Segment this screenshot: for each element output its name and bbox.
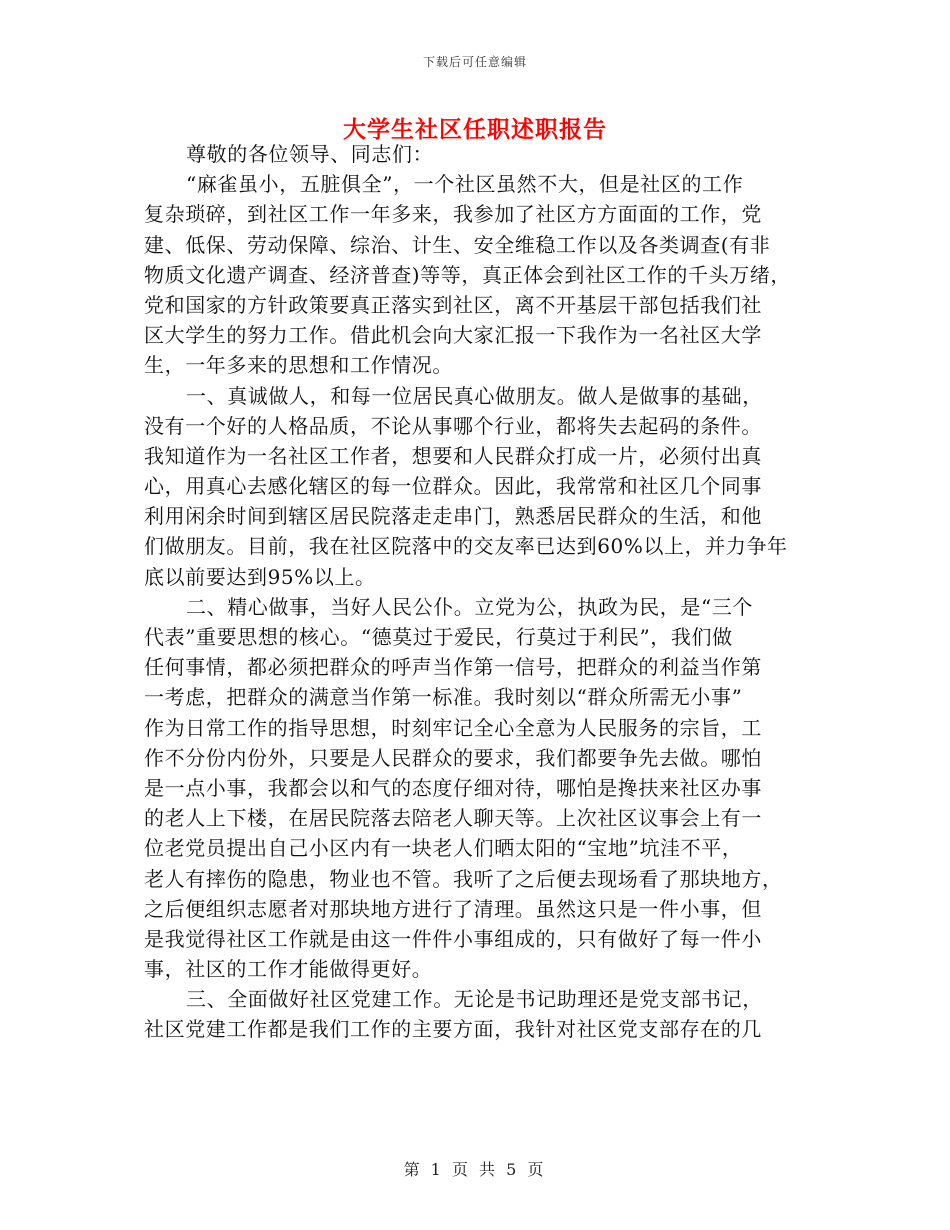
text-line: 是我觉得社区工作就是由这一件件小事组成的，只有做好了每一件小 <box>144 926 762 951</box>
text-line: 利用闲余时间到辖区居民院落走走串门，熟悉居民群众的生活，和他 <box>144 504 762 529</box>
text-line: 三、全面做好社区党建工作。无论是书记助理还是党支部书记， <box>186 987 763 1012</box>
text-line: 代表”重要思想的核心。“德莫过于爱民，行莫过于利民”，我们做 <box>144 625 733 649</box>
text-line: 老人有摔伤的隐患，物业也不管。我听了之后便去现场看了那块地方， <box>144 866 783 891</box>
text-line: 任何事情，都必须把群众的呼声当作第一信号，把群众的利益当作第 <box>144 655 762 680</box>
text-line: 的老人上下楼，在居民院落去陪老人聊天等。上次社区议事会上有一 <box>144 806 762 831</box>
text-line: 建、低保、劳动保障、综治、计生、安全维稳工作以及各类调查(有非 <box>144 232 771 257</box>
document-title: 大学生社区任职述职报告 <box>343 116 607 143</box>
text-line: 是一点小事，我都会以和气的态度仔细对待，哪怕是搀扶来社区办事 <box>144 775 762 800</box>
text-line: 底以前要达到95%以上。 <box>144 564 376 589</box>
text-line: 位老党员提出自己小区内有一块老人们晒太阳的“宝地”坑洼不平， <box>144 836 743 861</box>
text-line: 复杂琐碎，到社区工作一年多来，我参加了社区方方面面的工作，党 <box>144 202 762 227</box>
text-line: 之后便组织志愿者对那块地方进行了清理。虽然这只是一件小事，但 <box>144 896 762 921</box>
text-line: 事，社区的工作才能做得更好。 <box>144 957 433 982</box>
text-line: 们做朋友。目前，我在社区院落中的交友率已达到60%以上，并力争年 <box>144 534 788 559</box>
text-line: 社区党建工作都是我们工作的主要方面，我针对社区党支部存在的几 <box>144 1017 762 1042</box>
text-line: 区大学生的努力工作。借此机会向大家汇报一下我作为一名社区大学 <box>144 323 762 348</box>
text-line: 作为日常工作的指导思想，时刻牢记全心全意为人民服务的宗旨，工 <box>144 715 762 740</box>
text-line: “麻雀虽小，五脏俱全”，一个社区虽然不大，但是社区的工作 <box>186 172 744 197</box>
text-line: 二、精心做事，当好人民公仆。立党为公，执政为民，是“三个 <box>186 594 754 619</box>
text-line: 我知道作为一名社区工作者，想要和人民群众打成一片，必须付出真 <box>144 443 762 468</box>
text-line: 生，一年多来的思想和工作情况。 <box>144 353 453 378</box>
text-line: 党和国家的方针政策要真正落实到社区，离不开基层干部包括我们社 <box>144 292 762 317</box>
text-line: 心，用真心去感化辖区的每一位群众。因此，我常常和社区几个同事 <box>144 474 762 499</box>
text-line: 一考虑，把群众的满意当作第一标准。我时刻以“群众所需无小事” <box>144 685 743 710</box>
page-footer: 第 1 页 共 5 页 <box>403 1160 547 1179</box>
text-line: 尊敬的各位领导、同志们： <box>186 142 434 166</box>
text-line: 物质文化遗产调查、经济普查)等等，真正体会到社区工作的千头万绪， <box>144 262 792 287</box>
page-header: 下载后可任意编辑 <box>422 55 527 69</box>
text-line: 一、真诚做人，和每一位居民真心做朋友。做人是做事的基础， <box>186 383 763 408</box>
text-line: 没有一个好的人格品质，不论从事哪个行业，都将失去起码的条件。 <box>144 413 762 438</box>
text-line: 作不分份内份外，只要是人民群众的要求，我们都要争先去做。哪怕 <box>144 745 762 770</box>
document-body <box>144 139 824 1045</box>
